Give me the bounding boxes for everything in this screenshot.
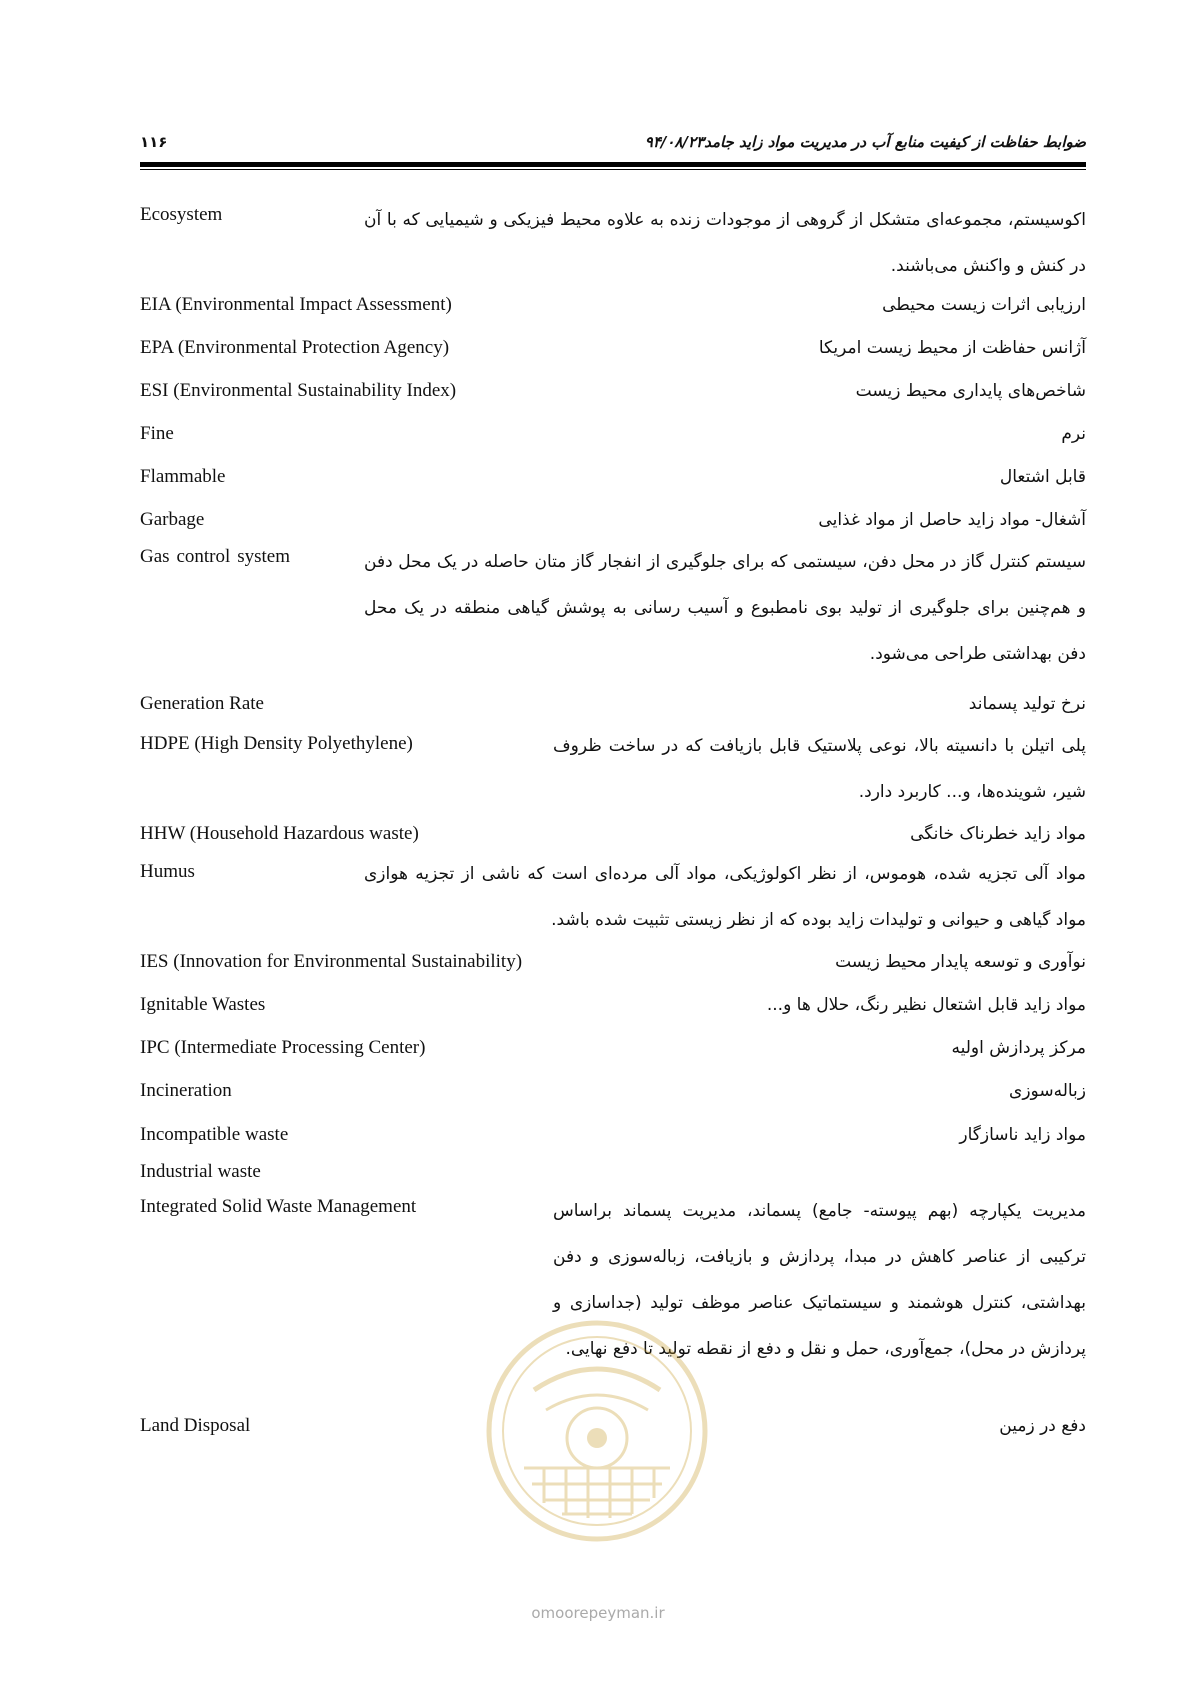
glossary-term: Incompatible waste (140, 1124, 289, 1145)
glossary-term: HHW (Household Hazardous waste) (140, 823, 419, 844)
glossary-term: Ignitable Wastes (140, 994, 266, 1015)
glossary-term: Flammable (140, 466, 226, 487)
glossary-definition: مدیریت یکپارچه (بهم پیوسته- جامع) پسماند، مدیریت پسماند براساس ترکیبی از عناصر کاهش در مبدا، پردازش و بازیافت، زباله‌سوزی و دفن بهداشتی، کنترل هوشمند و سیستماتیک عناصر موظف تولید (جداسازی و پردازش در محل)، جمع‌آوری، حمل و نقل و دفع از نقطه تولید تا دفع نهایی. (553, 1201, 1086, 1359)
glossary-definition: سیستم کنترل گاز در محل دفن، سیستمی که برای جلوگیری از انفجار گاز متان حاصله در یک محل دفن و هم‌چنین برای جلوگیری از تولید بوی نامطبوع و آسیب رسانی به پوشش گیاهی منطقه در یک محل دفن بهداشتی طراحی می‌شود. (364, 552, 1086, 664)
glossary-term: Gas control system (140, 546, 290, 567)
glossary-definition: پلی اتیلن با دانسیته بالا، نوعی پلاستیک قابل بازیافت که در ساخت ظروف شیر، شوینده‌ها، و... کاربرد دارد. (553, 736, 1086, 802)
glossary-term: ESI (Environmental Sustainability Index) (140, 380, 457, 401)
glossary-term: Garbage (140, 509, 205, 530)
glossary-definition: ارزیابی اثرات زیست محیطی (882, 295, 1086, 315)
glossary-term: Integrated Solid Waste Management (140, 1196, 417, 1217)
header-date: ۹۴/۰۸/۲۳ (644, 133, 705, 151)
glossary-term: Land Disposal (140, 1415, 251, 1436)
glossary-term: EPA (Environmental Protection Agency) (140, 337, 450, 358)
glossary-definition: مواد زاید قابل اشتعال نظیر رنگ، حلال ها و... (766, 995, 1086, 1015)
glossary-term: Industrial waste (140, 1161, 261, 1182)
glossary-definition: مواد زاید خطرناک خانگی (910, 824, 1086, 844)
watermark-url: omoorepeyman.ir (531, 1604, 665, 1622)
glossary-definition: اکوسیستم، مجموعه‌ای متشکل از گروهی از موجودات زنده به علاوه محیط فیزیکی و شیمیایی که با آن در کنش و واکنش می‌باشند. (364, 210, 1086, 276)
glossary-term: IES (Innovation for Environmental Sustainability) (140, 951, 523, 972)
glossary-definition: مواد آلی تجزیه شده، هوموس، از نظر اکولوژیکی، مواد آلی مرده‌ای است که ناشی از تجزیه هوازی مواد گیاهی و حیوانی و تولیدات زاید بوده که از نظر زیستی تثبیت شده باشد. (364, 864, 1086, 930)
glossary-term: Generation Rate (140, 693, 264, 714)
glossary-term: Incineration (140, 1080, 232, 1101)
glossary-definition: مرکز پردازش اولیه (951, 1038, 1086, 1058)
page-number: ۱۱۶ (140, 133, 168, 151)
glossary-definition: نرم (1061, 424, 1086, 444)
glossary-definition: مواد زاید ناسازگار (959, 1125, 1086, 1145)
glossary-definition: قابل اشتعال (999, 467, 1086, 487)
glossary-definition: آژانس حفاظت از محیط زیست امریکا (818, 338, 1086, 358)
glossary-definition: شاخص‌های پایداری محیط زیست (855, 381, 1086, 401)
glossary-term: Humus (140, 861, 195, 882)
header-title: ضوابط حفاظت از کیفیت منابع آب در مدیریت مواد زاید جامد (704, 133, 1086, 151)
glossary-term: IPC (Intermediate Processing Center) (140, 1037, 426, 1058)
glossary-term: Ecosystem (140, 204, 223, 225)
glossary-definition: نرخ تولید پسماند (968, 694, 1086, 714)
glossary-definition: دفع در زمین (999, 1416, 1086, 1436)
glossary-term: EIA (Environmental Impact Assessment) (140, 294, 452, 315)
glossary-definition: آشغال- مواد زاید حاصل از مواد غذایی (818, 510, 1086, 530)
seal-watermark (484, 1318, 710, 1544)
glossary-term: Fine (140, 423, 174, 444)
glossary-definition: نوآوری و توسعه پایدار محیط زیست (835, 952, 1086, 972)
glossary-term: HDPE (High Density Polyethylene) (140, 733, 413, 754)
glossary-definition: زباله‌سوزی (1009, 1081, 1086, 1101)
